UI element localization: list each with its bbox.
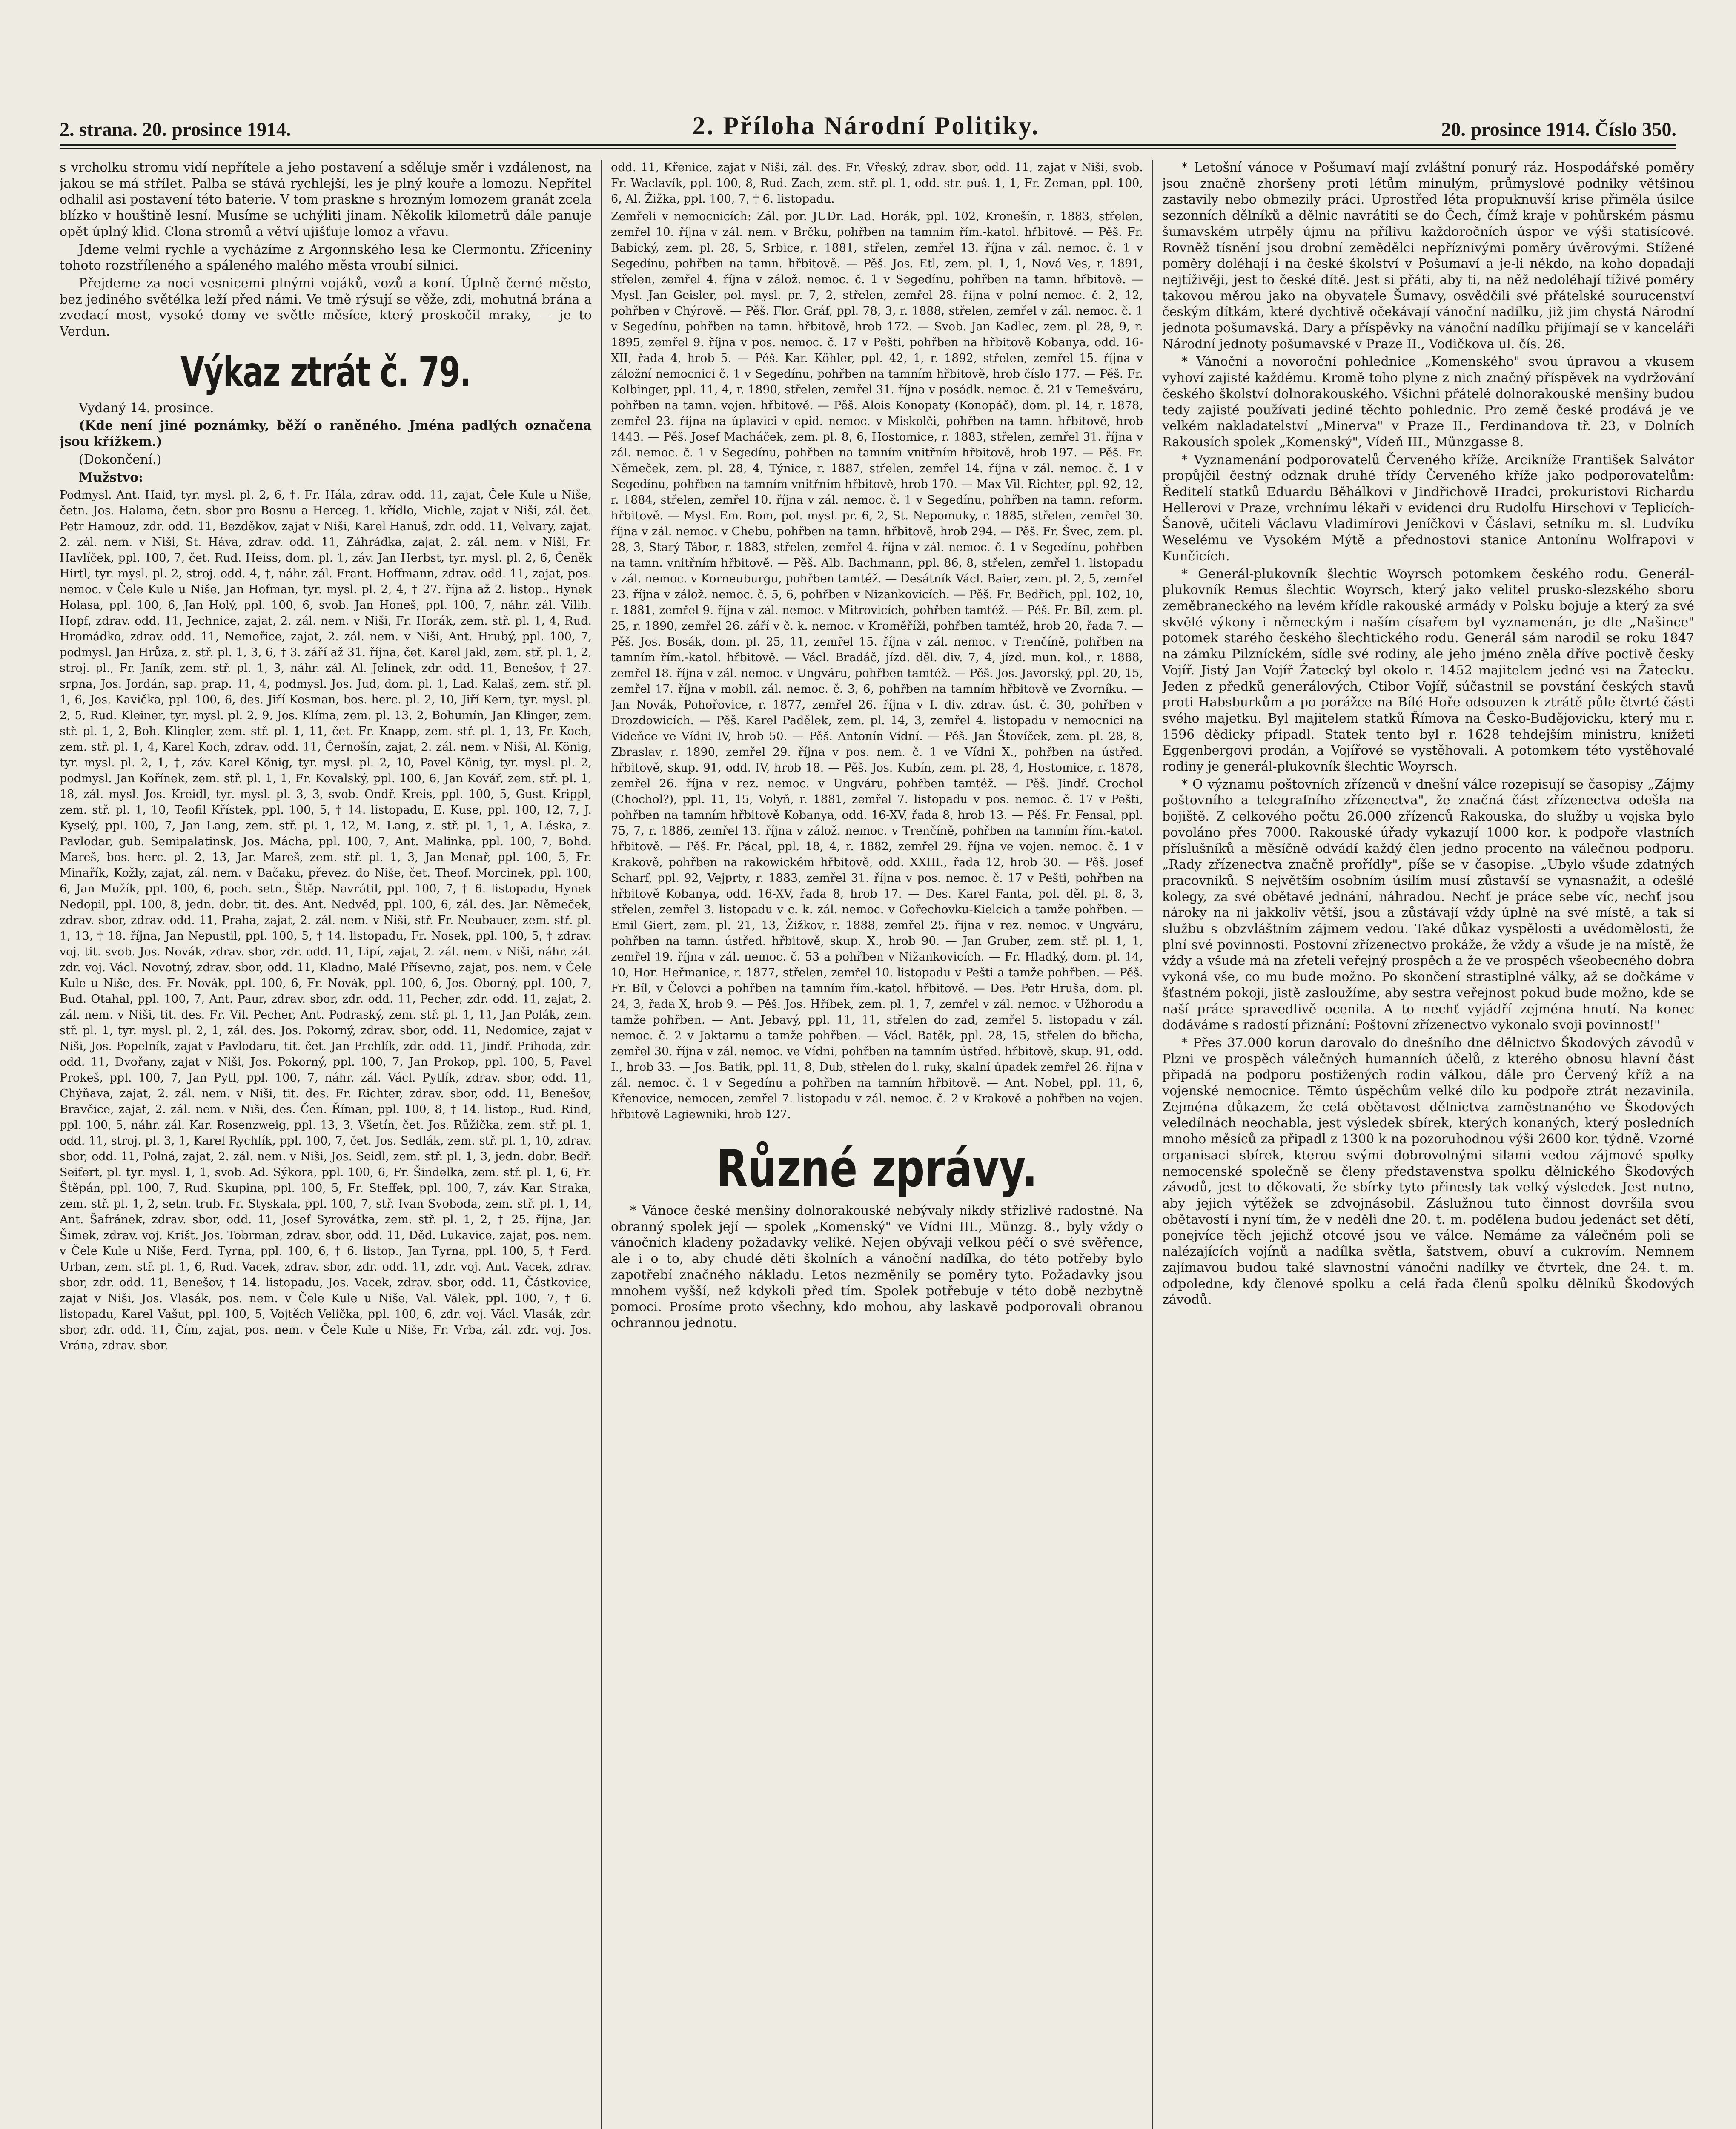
news-item: * Vyznamenání podporovatelů Červeného kříže. Arcikníže František Salvátor propůjčil čestný odznak druhé třídy Červeného kříže jako podporovatelům: Ředitelí statků Eduardu Běhálkovi v Jindřichově Hradci, prokuristovi Richardu Hellerovi v Praze, vrchnímu lékaři v evidenci dru Rudolfu Hirschovi v Teplicích-Šanově, učiteli Václavu Vladimírovi Jeníčkovi v Čáslavi, setníku m. sl. Ludvíku Weselému ve Vysokém Mýtě a přednostovi stanice Antonínu Wolfrapovi v Kunčicích. [1162, 452, 1694, 564]
header-rule [60, 144, 1676, 146]
issued-line: Vydaný 14. prosince. [79, 400, 214, 416]
header-issue-right: 20. prosince 1914. Číslo 350. [1441, 118, 1676, 140]
casualty-list-deaths: Zemřeli v nemocnicích: Zál. por. JUDr. Lad. Horák, ppl. 102, Kronešín, r. 1883, střelen, zemřel 10. října v zál. nem. v Brčku, pohřben na tamním řím.-katol. hřbitově. — Pěš. Fr. Babický, zem. pl. 28, 5, Srbice, r. 1881, střelen, zemřel 13. října v zál. nemoc. č. 1 v Segedínu, pohřben na tamn. hřbitově. — Pěš. Jos. Etl, zem. pl. 1, 1, Nová Ves, r. 1891, střelen, zemřel 4. října v zálož. nemoc. č. 1 v Segedínu, pohřben na tamn. hřbitově. — Mysl. Jan Geisler, pol. mysl. pr. 7, 2, střelen, zemřel 28. října v polní nemoc. č. 2, 12, pohřben v Chýrově. — Pěš. Flor. Gráf, ppl. 78, 3, r. 1888, střelen, zemřel v zál. nemoc. č. 1 v Segedínu, pohřben na tamn. hřbitově, hrob 172. — Svob. Jan Kadlec, zem. pl. 28, 9, r. 1895, zemřel 9. října v pos. nemoc. č. 17 v Pešti, pohřben na hřbitově Kobanya, odd. 16-XII, řada 4, hrob 5. — Pěš. Kar. Köhler, ppl. 42, 1, r. 1892, střelen, zemřel 15. října v záložní nemocnici č. 1 v Segedínu, pohřben na tamním hřbitově, hrob číslo 177. — Pěš. Fr. Kolbinger, ppl. 11, 4, r. 1890, střelen, zemřel 31. října v posádk. nemoc. č. 21 v Temešváru, pohřben na tamn. vojen. hřbitově. — Pěš. Alois Konopaty (Konopáč), dom. pl. 14, r. 1878, zemřel 23. října na úplavici v epid. nemoc. v Miskolči, pohřben na tamn. hřbitově, hrob 1443. — Pěš. Josef Macháček, zem. pl. 8, 6, Hostomice, r. 1883, střelen, zemřel 31. října v zál. nemoc. č. 1 v Segedínu, pohřben na tamním vnitřním hřbitově, hrob 197. — Pěš. Fr. Němeček, zem. pl. 28, 4, Týnice, r. 1887, střelen, zemřel 14. října v zál. nemoc. č. 1 v Segedínu, pohřben na tamním vnitřním hřbitově, hrob 170. — Max Vil. Richter, ppl. 92, 12, r. 1884, střelen, zemřel 10. října v zál. nemoc. č. 1 v Segedínu, pohřben na tamn. reform. hřbitově. — Mysl. Em. Rom, pol. mysl. pr. 6, 2, St. Nepomuky, r. 1885, střelen, zemřel 30. října v zál. nemoc. v Chebu, pohřben na tamn. hřbitově, hrob 294. — Pěš. Fr. Švec, zem. pl. 28, 3, Starý Tábor, r. 1883, střelen, zemřel 4. října v zál. nemoc. č. 1 v Segedínu, pohřben na tamn. vnitřním hřbitově. — Pěš. Alb. Bachmann, ppl. 86, 8, střelen, zemřel 1. listopadu v zál. nemoc. v Korneuburgu, pohřben tamtéž. — Desátník Václ. Baier, zem. pl. 2, 5, zemřel 23. října v zálož. nemoc. č. 5, 6, pohřben v Nizankovicích. — Pěš. Fr. Bedřich, ppl. 102, 10, r. 1881, zemřel 9. října v zál. nemoc. v Mitrovicích, pohřben tamtéž. — Pěš. Fr. Bíl, zem. pl. 25, r. 1890, zemřel 26. září v č. k. nemoc. v Kroměříži, pohřben tamtéž, hrob 20, řada 7. — Pěš. Jos. Bosák, dom. pl. 25, 11, zemřel 15. října v zál. nemoc. v Trenčíně, pohřben na tamním řím.-katol. hřbitově. — Václ. Bradáč, jízd. děl. div. 7, 4, jízd. mun. kol., r. 1888, zemřel 18. října v zál. nemoc. v Ungváru, pohřben tamtéž. — Pěš. Jos. Javorský, ppl. 20, 15, zemřel 17. října v mobil. zál. nemoc. č. 3, 6, pohřben na tamním hřbitově ve Zvorníku. — Jan Novák, Pohořovice, r. 1877, zemřel 26. října v I. div. zdrav. úst. č. 30, pohřben v Drozdowicích. — Pěš. Karel Padělek, zem. pl. 14, 3, zemřel 4. listopadu v nemocnici na Vídeňce ve Vídni IV, hrob 50. — Pěš. Antonín Vídní. — Pěš. Jan Štovíček, zem. pl. 28, 8, Zbraslav, r. 1890, zemřel 29. října v pos. nem. č. 1 ve Vídni X., pohřben na ústřed. hřbitově, skup. 91, odd. IV, hrob 18. — Pěš. Jos. Kubín, zem. pl. 28, 4, Hostomice, r. 1878, zemřel 26. října v rez. nemoc. v Ungváru, pohřben tamtéž. — Pěš. Jindř. Crochol (Chochol?), ppl. 11, 15, Volyň, r. 1881, zemřel 7. listopadu v pos. nemoc. č. 17 v Pešti, pohřben na tamním hřbitově Kobanya, odd. 16-XV, řada 8, hrob 13. — Pěš. Fr. Fensal, ppl. 75, 7, r. 1886, zemřel 13. října v zálož. nemoc. v Trenčíně, pohřben na tamním řím.-katol. hřbitově. — Pěš. Fr. Pácal, ppl. 18, 4, r. 1882, zemřel 29. října ve vojen. nemoc. č. 1 v Krakově, pohřben na rakowickém hřbitově, odd. XXIII., řada 12, hrob 30. — Pěš. Josef Scharf, ppl. 92, Vejprty, r. 1883, zemřel 31. října v pos. nemoc. č. 17 v Pešti, pohřben na hřbitově Kobanya, odd. 16-XV, řada 8, hrob 17. — Des. Karel Fanta, pol. děl. pl. 8, 3, střelen, zemřel 3. listopadu v c. k. zál. nemoc. v Gořechovku-Kielcich a tamže pohřben. — Emil Giert, zem. pl. 21, 13, Žižkov, r. 1888, zemřel 25. října v rez. nemoc. v Ungváru, pohřben na tamn. ústřed. hřbitově, skup. X., hrob 90. — Jan Gruber, zem. stř. pl. 1, 1, zemřel 19. října v zál. nemoc. č. 53 a pohřben v Nižankovicích. — Fr. Hladký, dom. pl. 14, 10, Hor. Heřmanice, r. 1877, střelen, zemřel 10. listopadu v Pešti a tamže pohřben. — Pěš. Fr. Bíl, v Čelovci a pohřben na tamním řím.-katol. hřbitově. — Des. Petr Hruša, dom. pl. 24, 3, řada X, hrob 9. — Pěš. Jos. Hříbek, zem. pl. 1, 7, zemřel v zál. nemoc. v Užhorodu a tamže pohřben. — Ant. Jebavý, ppl. 11, 11, střelen do zad, zemřel 5. listopadu v zál. nemoc. č. 2 v Jaktarnu a tamže pohřben. — Václ. Batěk, ppl. 28, 15, střelen do břicha, zemřel 30. října v zál. nemoc. ve Vídni, pohřben na tamním ústřed. hřbitově, skup. 91, odd. I., hrob 33. — Jos. Batik, ppl. 11, 8, Dub, střelen do l. ruky, skalní úpadek zemřel 26. října v zál. nemoc. č. 1 v Segedínu a pohřben na tamním hřbitově. — Ant. Nobel, ppl. 11, 6, Křenovice, nemocen, zemřel 7. listopadu v zál. nemoc. č. 2 v Krakově a pohřben na vojen. hřbitově Lagiewniki, hrob 127. [611, 210, 1143, 1121]
column-3 [1162, 160, 1694, 2129]
column-separator [601, 160, 602, 2129]
header-rule-thin [60, 148, 1676, 149]
page-header [60, 106, 1676, 141]
news-item: * Letošní vánoce v Pošumaví mají zvláštní ponurý ráz. Hospodářské poměry jsou značně zhoršeny proti létům minulým, průmyslové podniky většinou zastavily nebo obmezily práci. Uprostřed léta propuknuvší krise přiměla úsilce sezonních dělníků a dělnic navrátiti se do Čech, čímž kraje v pohůrském pásmu šumavském utrpěly újmu na přílivu každoročních úspor ve výši statisícové. Rovněž tísnění jsou drobní zemědělci nepříznivými poměry úvěrovými. Stížené poměry doléhají i na české školství v Pošumaví a je-li někdo, na koho dopadají nejtíživěji, jest to české dítě. Jest si přáti, aby ti, na něž nedoléhají tíživé poměry takovou měrou jako na obyvatele Šumavy, osvědčili své přátelské sourucenství českým dítkám, které dychtivě očekávají vánoční nadílku, již jim chystá Národní jednota pošumavská. Dary a příspěvky na vánoční nadílku přijímají se v kanceláři Národní jednoty pošumavské v Praze II., Vodičkova ul. čís. 26. [1162, 160, 1694, 352]
header-masthead: 2. Příloha Národní Politiky. [692, 112, 1040, 140]
columns [60, 160, 1694, 2129]
column-1 [60, 160, 592, 2129]
casualty-list: odd. 11, Křenice, zajat v Niši, zál. des. Fr. Vřeský, zdrav. sbor, odd. 11, zajat v Niši, svob. Fr. Waclavík, ppl. 100, 8, Rud. Zach, zem. stř. pl. 1, odd. str. puš. 1, 1, Fr. Zeman, ppl. 100, 6, Al. Žižka, ppl. 100, 7, † 6. listopadu. [611, 161, 1143, 206]
note-line: (Kde není jiné poznámky, běží o raněného. Jména padlých označena jsou křížkem.) [60, 418, 592, 450]
article-paragraph: Jdeme velmi rychle a vycházíme z Argonnského lesa ke Clermontu. Zříceniny tohoto rozstříleného a spáleného malého města vroubí silnici. [60, 242, 592, 273]
headline-vykaz-ztrat: Výkaz ztrát č. 79. [180, 348, 471, 396]
article-continuation: s vrcholku stromu vidí nepřítele a jeho postavení a sděluje směr i vzdálenost, na jakou se má střílet. Palba se stává rychlejší, les je plný kouře a lomozu. Nepřítel odhalil asi postavení této baterie. V tom praskne s hrozným lomozem granát zcela blízko v houštině lesní. Musíme se uchýliti jinam. Několik kilometrů dále panuje opět úplný klid. Clona stromů a větví ujišťuje lomoz a vřavu. [60, 160, 592, 239]
headline-ruzne-zpravy: Různé zprávy. [716, 1139, 1038, 1199]
continued-line: (Dokončení.) [79, 452, 162, 467]
news-item: * Vánoční a novoroční pohlednice „Komenského" svou úpravou a vkusem vyhoví zajisté každému. Kromě toho plyne z nich značný příspěvek na vydržování českého školství dolnorakouského. Všichni přátelé dolnorakouské menšiny budou tedy zajisté používati jediné těchto pohlednic. Pro země české prodává je ve velkém nakladatelství „Minerva" v Praze II., Ferdinandova tř. 23, v Dolních Rakousích spolek „Komenský", Vídeň III., Münzgasse 8. [1162, 354, 1694, 450]
column-2 [611, 160, 1143, 2129]
column-separator [1152, 160, 1153, 2129]
header-date-left: 2. strana. 20. prosince 1914. [60, 118, 291, 140]
news-item: * Vánoce české menšiny dolnorakouské nebývaly nikdy střízlivé radostné. Na obranný spolek její — spolek „Komenský" ve Vídni III., Münzg. 8., byly vždy o vánočních kladeny požadavky veliké. Nejen obývají velkou péčí o své svěřence, ale i o to, aby chudé děti školních a vánoční nadílka, do této potřeby bylo zapotřebí značného nákladu. Letos nezměnily se poměry tyto. Požadavky jsou mnohem vyšší, než kdykoli před tím. Spolek potřebuje v této době nezbytně pomoci. Prosíme proto všechny, kdo mohou, aby laskavě podporovali obranou ochrannou jednotu. [611, 1203, 1143, 1331]
article-paragraph: Přejdeme za noci vesnicemi plnými vojáků, vozů a koní. Úplně černé město, bez jediného světélka leží před námi. Ve tmě rýsují se věže, zdi, mohutná brána a zvedací most, vysoké domy ve světle měsíce, který proskočil mraky, — je to Verdun. [60, 275, 592, 339]
news-item: * Přes 37.000 korun darovalo do dnešního dne dělnictvo Škodových závodů v Plzni ve prospěch válečných humanních účelů, z kterého obnosu hlavní část připadá na podporu postižených rodin válkou, dále pro Červený kříž a na vojenské nemocnice. Těmto úspěchům velké dílo ku podpoře ztrát nezavinila. Zejména důkazem, že celá obětavost dělnictva zaměstnaného ve Škodových veledílnách neochabla, jest výsledek sbírek, kterých konaných, který posledních mnoho měsíců za připadl z 1300 k na pozoruhodnou výši 2600 kor. týdně. Vzorné organisaci sbírek, kterou svými dobrovolnými silami vedou zájmové spolky nemocenské společně se členy představenstva spolku dělnického Škodových závodů, jest to děkovati, že sbírky tyto přinesly tak velký výsledek. Jest nutno, aby jejich výtěžek se zdvojnásobil. Záslužnou tuto činnost dovršila svou obětavostí i nyní tím, že v neděli dne 20. t. m. podělena budou jedenáct set dětí, ponejvíce těch jejichž otcové jsou ve válce. Nemáme za válečném poli se nalézajících vojínů a nadílka světla, šatstvem, obuví a cukrovím. Nemnem zajímavou budou také slavnostní vánoční nadílky ve čtvrtek, dne 24. t. m. odpoledne, kdy členové spolku a celá řada členů spolku dělníků Škodových závodů. [1162, 1035, 1694, 1308]
casualty-list: Podmysl. Ant. Haid, tyr. mysl. pl. 2, 6, †. Fr. Hála, zdrav. odd. 11, zajat, Čele Kule u Niše, četn. Jos. Halama, četn. sbor pro Bosnu a Herceg. 1. křídlo, Michle, zajat v Niši, zál. čet. Petr Hamouz, zdr. odd. 11, Bezděkov, zajat v Niši, Karel Hanuš, zdr. odd. 11, Velvary, zajat, 2. zál. nem. v Niši, St. Háva, zdrav. odd. 11, Záhrádka, zajat, 2. zál. nem. v Niši, Fr. Havlíček, ppl. 100, 7, čet. Rud. Heiss, dom. pl. 1, záv. Jan Herbst, tyr. mysl. pl. 2, 6, Čeněk Hirtl, tyr. mysl. pl. 2, stroj. odd. 4, †, náhr. zál. Frant. Hoffmann, zdrav. odd. 11, zajat, pos. nemoc. v Čele Kule u Niše, Jan Hofman, tyr. mysl. pl. 2, 4, † 27. října až 2. listop., Hynek Holasa, ppl. 100, 6, Jan Holý, ppl. 100, 6, svob. Jan Honeš, ppl. 100, 7, náhr. zál. Vilib. Hopf, zdrav. odd. 11, Jechnice, zajat, 2. zál. nem. v Niši, Fr. Horák, zem. stř. pl. 1, 4, Rud. Hromádko, zdrav. odd. 11, Nemořice, zajat, 2. zál. nem. v Niši, Ant. Hrubý, ppl. 100, 7, podmysl. Jan Hrůza, z. stř. pl. 1, 3, 6, † 3. září až 31. října, čet. Karel Jakl, zem. stř. pl. 1, 2, stroj. pl., Fr. Janík, zem. stř. pl. 1, 3, náhr. zál. Al. Jelínek, zdr. odd. 11, Benešov, † 27. srpna, Jos. Jordán, sap. prap. 11, 4, podmysl. Jos. Jud, dom. pl. 1, Lad. Kalaš, zem. stř. pl. 1, 6, Jos. Kavička, ppl. 100, 6, des. Jiří Kosman, bos. herc. pl. 2, 10, Jiří Kern, tyr. mysl. pl. 2, 5, Rud. Kleiner, tyr. mysl. pl. 2, 9, Jos. Klíma, zem. pl. 13, 2, Bohumín, Jan Klinger, zem. stř. pl. 1, 2, Boh. Klingler, zem. stř. pl. 1, 11, čet. Fr. Knapp, zem. stř. pl. 1, 13, Fr. Koch, zem. stř. pl. 1, 4, Karel Koch, zdrav. odd. 11, Černošín, zajat, 2. zál. nem. v Niši, Al. König, tyr. mysl. pl. 2, 1, †, záv. Karel König, tyr. mysl. pl. 2, 10, Pavel König, tyr. mysl. pl. 2, podmysl. Jan Kořínek, zem. stř. pl. 1, 1, Fr. Kovalský, ppl. 100, 6, Jan Kovář, zem. stř. pl. 1, 18, zál. mysl. Jos. Kreidl, tyr. mysl. pl. 3, 3, svob. Ondř. Kreis, ppl. 100, 5, Gust. Krippl, zem. stř. pl. 1, 10, Teofil Křístek, ppl. 100, 5, † 14. listopadu, E. Kuse, ppl. 100, 12, 7, J. Kyselý, ppl. 100, 7, Jan Lang, zem. stř. pl. 1, 12, M. Lang, z. stř. pl. 1, 1, A. Léska, z. Pavlodar, gub. Semipalatinsk, Jos. Mácha, ppl. 100, 7, Ant. Malinka, ppl. 100, 7, Bohd. Mareš, bos. herc. pl. 2, 13, Jar. Mareš, zem. stř. pl. 1, 3, Jan Menař, ppl. 100, 5, Fr. Minařík, Kožly, zajat, zál. nem. v Bačaku, převez. do Niše, čet. Theof. Morcinek, ppl. 100, 6, Jan Mužík, ppl. 100, 6, poch. setn., Štěp. Navrátil, ppl. 100, 7, † 6. listopadu, Hynek Nedopil, ppl. 100, 8, jedn. dobr. tit. des. Ant. Nedvěd, ppl. 100, 6, zál. des. Jar. Němeček, zdrav. sbor, zdrav. odd. 11, Praha, zajat, 2. zál. nem. v Niši, stř. Fr. Neubauer, zem. stř. pl. 1, 13, † 18. října, Jan Nepustil, ppl. 100, 5, † 14. listopadu, Fr. Nosek, ppl. 100, 5, † zdrav. voj. tit. svob. Jos. Novák, zdrav. sbor, zdr. odd. 11, Lipí, zajat, 2. zál. nem. v Niši, náhr. zál. zdr. voj. Václ. Novotný, zdrav. sbor, odd. 11, Kladno, Malé Přísevno, zajat, pos. nem. v Čele Kule u Niše, des. Fr. Novák, ppl. 100, 6, Fr. Novák, ppl. 100, 6, Jos. Oborný, ppl. 100, 7, Bud. Otahal, ppl. 100, 7, Ant. Paur, zdrav. sbor, zdr. odd. 11, Pecher, zdr. odd. 11, zajat, 2. zál. nem. v Niši, tit. des. Fr. Vil. Pecher, Ant. Podraský, zem. stř. pl. 1, 11, Jan Polák, zem. stř. pl. 1, tyr. mysl. pl. 2, 1, zál. des. Jos. Pokorný, zdrav. sbor, odd. 11, Nedomice, zajat v Niši, Jos. Popelník, zajat v Pavlodaru, tit. čet. Jan Prchlík, zdr. odd. 11, Jindř. Prihoda, zdr. odd. 11, Dvořany, zajat v Niši, Jos. Pokorný, ppl. 100, 7, Jan Prokop, ppl. 100, 5, Pavel Prokeš, ppl. 100, 7, Jan Pytl, ppl. 100, 7, náhr. zál. Václ. Pytlík, zdrav. sbor, odd. 11, Chýňava, zajat, 2. zál. nem. v Niši, tit. des. Fr. Richter, zdrav. sbor, odd. 11, Benešov, Bravčice, zajat, 2. zál. nem. v Niši, des. Čen. Říman, ppl. 100, 8, † 14. listop., Rud. Rind, ppl. 100, 5, náhr. zál. Kar. Rosenzweig, ppl. 13, 3, Všetín, čet. Jos. Růžička, zem. stř. pl. 1, odd. 11, stroj. pl. 3, 1, Karel Rychlík, ppl. 100, 7, čet. Jos. Sedlák, zem. stř. pl. 1, 10, zdrav. sbor, odd. 11, Polná, zajat, 2. zál. nem. v Niši, Jos. Seidl, zem. stř. pl. 1, 3, jedn. dobr. Bedř. Seifert, pl. tyr. mysl. 1, 1, svob. Ad. Sýkora, ppl. 100, 6, Fr. Šindelka, zem. stř. pl. 1, 6, Fr. Štěpán, ppl. 100, 7, Rud. Skupina, ppl. 100, 5, Fr. Steffek, ppl. 100, 7, záv. Kar. Straka, zem. stř. pl. 1, 2, setn. trub. Fr. Styskala, ppl. 100, 7, stř. Ivan Svoboda, zem. stř. pl. 1, 14, Ant. Šafránek, zdrav. sbor, odd. 11, Josef Syrovátka, zem. stř. pl. 1, 2, † 25. října, Jar. Šimek, zdrav. voj. Krišt. Jos. Tobrman, zdrav. sbor, odd. 11, Děd. Lukavice, zajat, pos. nem. v Čele Kule u Niše, Ferd. Tyrna, ppl. 100, 6, † 6. listop., Jan Tyrna, ppl. 100, 5, † Ferd. Urban, zem. stř. pl. 1, 6, Rud. Vacek, zdrav. sbor, zdr. odd. 11, zdr. voj. Ant. Vacek, zdrav. sbor, zdr. odd. 11, Benešov, † 14. listopadu, Jos. Vacek, zdrav. sbor, odd. 11, Částkovice, zajat v Niši, Jos. Vlasák, pos. nem. v Čele Kule u Niše, Val. Válek, ppl. 100, 7, † 6. listopadu, Karel Vašut, ppl. 100, 5, Vojtěch Velička, ppl. 100, 6, zdr. voj. Václ. Vlasák, zdr. sbor, zdr. odd. 11, Čím, zajat, pos. nem. v Čele Kule u Niše, Fr. Vrba, zál. zdr. voj. Jos. Vrána, zdrav. sbor. [60, 488, 592, 1353]
section-heading: Mužstvo: [79, 470, 143, 485]
news-item: * Generál-plukovník šlechtic Woyrsch potomkem českého rodu. Generál-plukovník Remus šlechtic Woyrsch, který jako velitel prusko-slezského sboru zeměbraneckého na levém křídle rakouské armády v Polsku bojuje a který za své skvělé výkony i německým i naším císařem byl vyznamenán, je dle „Našince" potomek starého českého šlechtického rodu. Generál sám narodil se roku 1847 na zámku Pilzníckém, sídle své rodiny, ale jeho jméno zněla dříve poctivě česky Vojíř. Jistý Jan Vojíř Žatecký byl okolo r. 1452 majitelem jedné vsi na Žatecku. Jeden z předků generálových, Ctibor Vojíř, súčastnil se povstání českých stavů proti Habsburkům a po porážce na Bílé Hoře odsouzen k ztrátě půle čtvrté části svého majetku. Byl majitelem statků Římova na Česko-Budějovicku, který mu r. 1596 dědicky připadl. Statek tento byl r. 1628 tehdejším ministru, knížeti Eggenbergovi prodán, a Vojířové se vystěhovali. A potomkem této vystěhovalé rodiny je generál-plukovník šlechtic Woyrsch. [1162, 566, 1694, 775]
news-item: * O významu poštovních zřízenců v dnešní válce rozepisují se časopisy „Zájmy poštovního a telegrafního zřízenectva", že značná část zřízenectva odešla na bojiště. Z celkového počtu 26.000 zřízenců Rakouska, do služby u vojska bylo povoláno přes 7000. Rakouské úřady vykazují 1000 kor. k podpoře vlastních příslušníků a měsíčně odvádí každý člen jedno procento na válečnou podporu. „Rady zřízenectva značně proříďly", píše se v časopise. „Ubylo všude zdatných pracovníků. S největším osobním úsilím musí zůstavší se vynasnažit, a odešlé kolegy, za své obětavé jednání, náhradou. Nechť je práce sebe víc, nechť jsou nároky na ni jakkoliv větší, jsou a zůstávají vždy úplně na své místě, a tak si službu s obzvláštním zájmem vedou. Také důkaz vyspělosti a uvědomělosti, že plní své povinnosti. Postovní zřízenectvo prokáže, že vždy a všude je na místě, že vždy a všude má na zřeteli veřejný prospěch a že ve prospěch všeobecného dobra vykoná vše, co mu bude možno. Po skončení strastiplné války, až se dočkáme v šťastném pokoji, jistě zasloužíme, aby sestra veřejnost pokud bude možno, kde se naší práce spravedlivě ocenila. A to nechť vyjádří zejména hnutí. Na konec dodáváme s radostí přiznání: Poštovní zřízenectvo vykonalo svoji povinnost!" [1162, 777, 1694, 1033]
